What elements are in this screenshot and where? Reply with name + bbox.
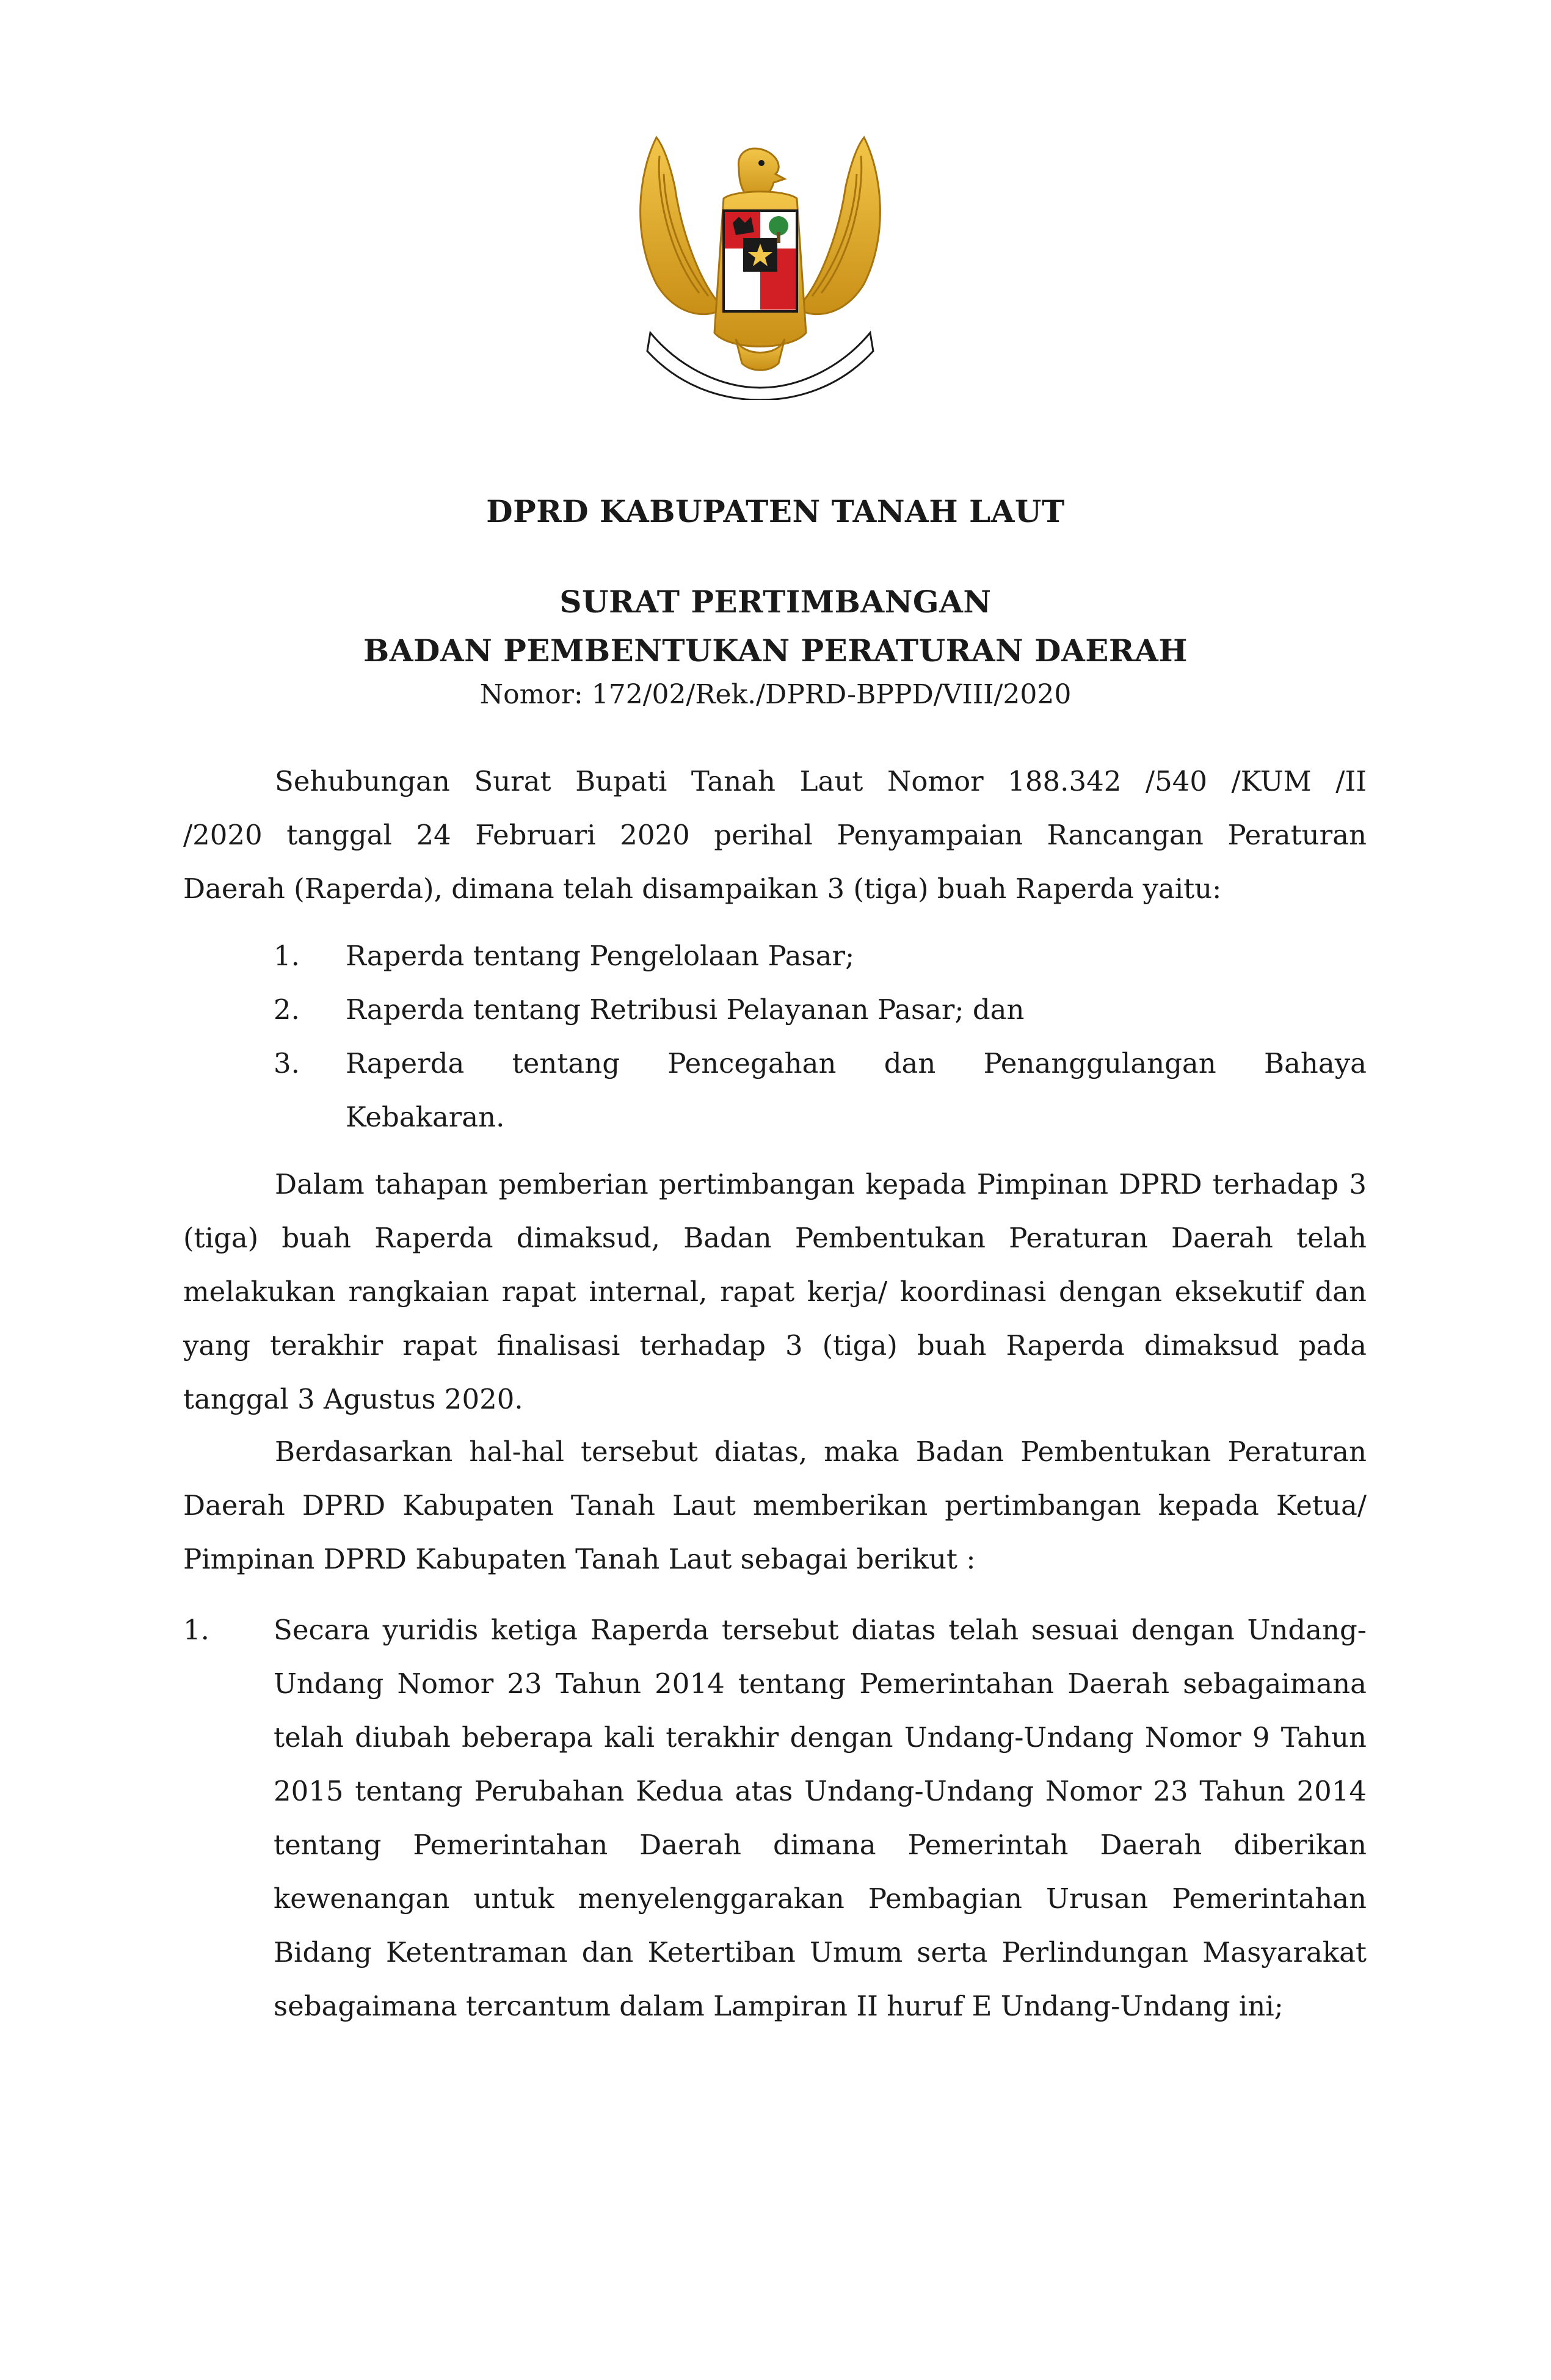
intro-paragraph	[183, 755, 1367, 916]
list-text: Secara yuridis ketiga Raperda tersebut diatas telah sesuai dengan Undang-Undang Nomor 23 Tahun 2014 tentang Pemerintahan Daerah sebagaimana telah diubah beberapa kali terakhir dengan Undang-Undang Nomor 9 Tahun 2015 tentang Perubahan Kedua atas Undang-Undang Nomor 23 Tahun 2014 tentang Pemerintahan Daerah dimana Pemerintah Daerah diberikan kewenangan untuk menyelenggarakan Pembagian Urusan Pemerintahan Bidang Ketentraman dan Ketertiban Umum serta Perlindungan Masyarakat sebagaimana tercantum dalam Lampiran II huruf E Undang-Undang ini;	[274, 1614, 1367, 2022]
intro-line-1: Sehubungan Surat Bupati Tanah Laut Nomor 188.342 /540 /KUM /II	[275, 765, 1367, 797]
paragraph-2-text: Dalam tahapan pemberian pertimbangan kepada Pimpinan DPRD terhadap 3 (tiga) buah Raperda dimaksud, Badan Pembentukan Peraturan Daerah telah melakukan rangkaian rapat internal, rapat kerja/ koordinasi dengan eksekutif dan yang terakhir rapat finalisasi terhadap 3 (tiga) buah Raperda dimaksud pada tanggal 3 Agustus 2020.	[183, 1168, 1367, 1415]
letter-number: Nomor: 172/02/Rek./DPRD-BPPD/VIII/2020	[479, 679, 1072, 710]
list-number: 1.	[183, 1614, 209, 1646]
list-item	[274, 1037, 1367, 1144]
institution-title: DPRD KABUPATEN TANAH LAUT	[486, 493, 1065, 529]
list-text: Raperda tentang Pencegahan dan Penanggulangan Bahaya Kebakaran.	[346, 1047, 1367, 1133]
paragraph-2	[183, 1158, 1367, 1426]
list-item	[274, 983, 1367, 1037]
agency-title: BADAN PEMBENTUKAN PERATURAN DAERAH	[363, 633, 1188, 669]
paragraph-3	[183, 1425, 1367, 1586]
intro-line-2: /2020 tanggal 24 Februari 2020 perihal Penyampaian Rancangan Peraturan	[183, 819, 1367, 851]
list-number: 2.	[274, 993, 300, 1026]
list-text: Raperda tentang Retribusi Pelayanan Pasar; dan	[346, 993, 1025, 1026]
considerations-list	[183, 1603, 1367, 2033]
intro-line-3: Daerah (Raperda), dimana telah disampaikan 3 (tiga) buah Raperda yaitu:	[183, 873, 1222, 905]
list-text: Raperda tentang Pengelolaan Pasar;	[346, 940, 855, 972]
list-item	[274, 929, 1367, 983]
list-number: 3.	[274, 1047, 300, 1079]
list-item	[183, 1603, 1367, 2033]
letter-title: SURAT PERTIMBANGAN	[559, 584, 992, 620]
garuda-pancasila-icon	[632, 131, 888, 400]
list-number: 1.	[274, 940, 300, 972]
raperda-list	[274, 929, 1367, 1144]
paragraph-3-text: Berdasarkan hal-hal tersebut diatas, maka Badan Pembentukan Peraturan Daerah DPRD Kabupaten Tanah Laut memberikan pertimbangan kepada Ketua/ Pimpinan DPRD Kabupaten Tanah Laut sebagai berikut :	[183, 1435, 1367, 1575]
